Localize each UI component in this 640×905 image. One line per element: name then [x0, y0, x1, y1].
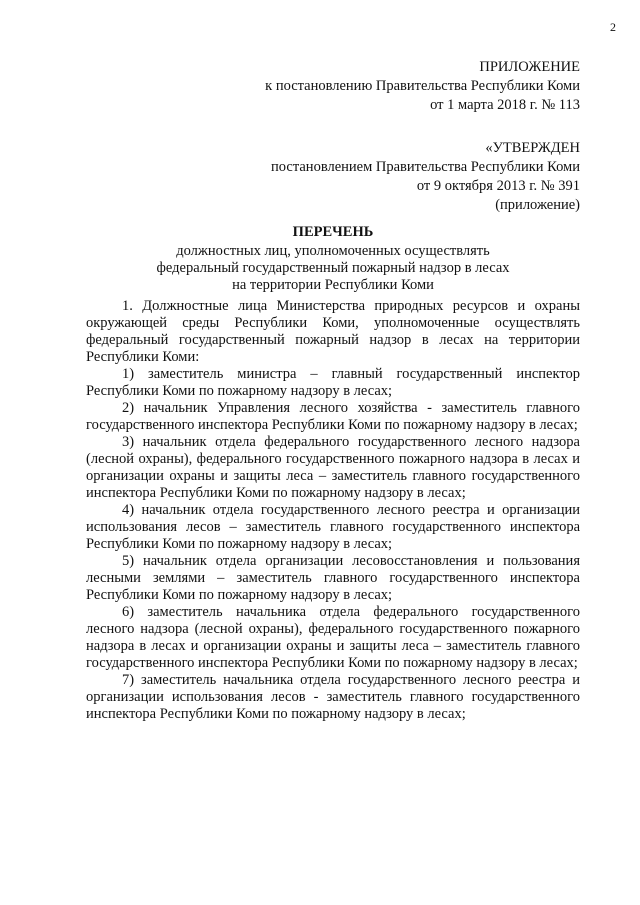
list-item-6: 6) заместитель начальника отдела федерального государственного лесного надзора (лесной охраны), федерального государственного пожарного надзора в лесах и организации охраны и защиты леса – заместитель главного государственного инспектора Республики Коми по пожарному надзору в лесах; [86, 604, 580, 671]
list-item-7: 7) заместитель начальника отдела государственного лесного реестра и организации использования лесов - заместитель главного государственного инспектора Республики Коми по пожарному надзору в лесах; [86, 672, 580, 722]
list-subtitle-line-1: должностных лиц, уполномоченных осуществлять [176, 243, 490, 259]
approved-title: «УТВЕРЖДЕН [485, 140, 580, 156]
list-item-4: 4) начальник отдела государственного лесного реестра и организации использования лесов – заместитель главного государственного инспектора Республики Коми по пожарному надзору в лесах; [86, 502, 580, 552]
appendix-title: ПРИЛОЖЕНИЕ [479, 59, 580, 75]
list-item-5: 5) начальник отдела организации лесовосстановления и пользования лесными землями – заместитель главного государственного инспектора Республики Коми по пожарному надзору в лесах; [86, 553, 580, 603]
list-subtitle-line-2: федеральный государственный пожарный надзор в лесах [156, 260, 510, 276]
appendix-block [265, 58, 580, 115]
list-heading: ПЕРЕЧЕНЬ [292, 224, 374, 240]
page-number: 2 [610, 20, 616, 34]
appendix-line-1: к постановлению Правительства Республики Коми [265, 78, 580, 94]
approved-line-3: (приложение) [495, 197, 580, 213]
list-title-block [86, 224, 580, 294]
approved-block [271, 139, 580, 215]
approved-line-2: от 9 октября 2013 г. № 391 [416, 178, 580, 194]
list-subtitle-line-3: на территории Республики Коми [232, 277, 434, 293]
approved-line-1: постановлением Правительства Республики Коми [271, 159, 580, 175]
list-item-2: 2) начальник Управления лесного хозяйства - заместитель главного государственного инспектора Республики Коми по пожарному надзору в лесах; [86, 400, 580, 433]
list-item-3: 3) начальник отдела федерального государственного лесного надзора (лесной охраны), федерального государственного пожарного надзора в лесах и организации охраны и защиты леса – заместитель главного государственного инспектора Республики Коми по пожарному надзору в лесах; [86, 434, 580, 501]
paragraph-intro: 1. Должностные лица Министерства природных ресурсов и охраны окружающей среды Республики Коми, уполномоченные осуществлять федеральный государственный пожарный надзор в лесах на территории Республики Коми: [86, 298, 580, 365]
document-body [86, 298, 580, 723]
list-item-1: 1) заместитель министра – главный государственный инспектор Республики Коми по пожарному надзору в лесах; [86, 366, 580, 399]
appendix-line-2: от 1 марта 2018 г. № 113 [430, 97, 580, 113]
